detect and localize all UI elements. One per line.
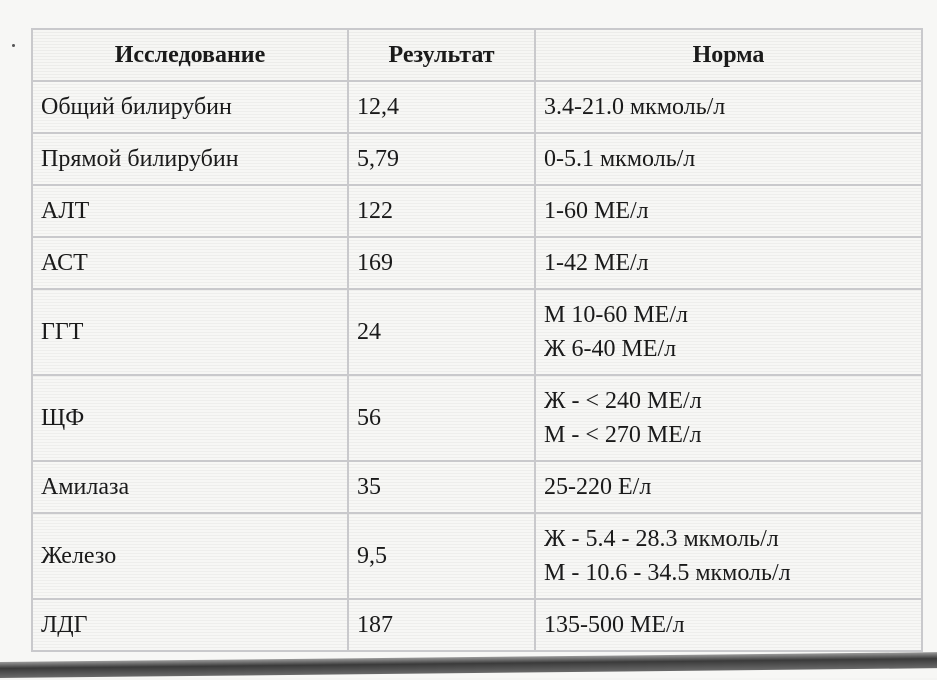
test-result: 187: [348, 599, 535, 651]
test-norm: [535, 375, 922, 461]
test-name: АСТ: [32, 237, 348, 289]
table-row: [32, 375, 922, 461]
test-name: ЛДГ: [32, 599, 348, 651]
scan-speck: [12, 44, 15, 47]
test-name: АЛТ: [32, 185, 348, 237]
table-row: [32, 461, 922, 513]
table-row: [32, 185, 922, 237]
lab-results-table: [31, 28, 923, 652]
test-norm: [535, 599, 922, 651]
norm-line: 1-42 МЕ/л: [544, 250, 649, 276]
table-header-row: [32, 29, 922, 81]
test-result: 5,79: [348, 133, 535, 185]
test-name: Общий билирубин: [32, 81, 348, 133]
test-result: 24: [348, 289, 535, 375]
norm-line: 3.4-21.0 мкмоль/л: [544, 94, 726, 120]
test-result: 169: [348, 237, 535, 289]
test-norm: [535, 81, 922, 133]
test-norm: [535, 289, 922, 375]
norm-line: М - < 270 МЕ/л: [544, 422, 702, 448]
header-result: Результат: [348, 29, 535, 81]
test-result: 35: [348, 461, 535, 513]
norm-line: Ж - < 240 МЕ/л: [544, 388, 702, 414]
norm-line: 0-5.1 мкмоль/л: [544, 146, 696, 172]
norm-line: М - 10.6 - 34.5 мкмоль/л: [544, 560, 791, 586]
table-row: [32, 237, 922, 289]
table-row: [32, 133, 922, 185]
norm-line: Ж 6-40 МЕ/л: [544, 336, 677, 362]
test-name: ГГТ: [32, 289, 348, 375]
norm-line: 25-220 Е/л: [544, 474, 652, 500]
test-name: Прямой билирубин: [32, 133, 348, 185]
table-row: [32, 289, 922, 375]
test-norm: [535, 513, 922, 599]
table-row: [32, 599, 922, 651]
table-row: [32, 513, 922, 599]
test-result: 9,5: [348, 513, 535, 599]
table-row: [32, 81, 922, 133]
test-norm: [535, 237, 922, 289]
test-name: Амилаза: [32, 461, 348, 513]
test-result: 12,4: [348, 81, 535, 133]
test-name: ЩФ: [32, 375, 348, 461]
test-norm: [535, 133, 922, 185]
scan-edge-shadow: [0, 652, 937, 678]
test-norm: [535, 461, 922, 513]
header-test: Исследование: [32, 29, 348, 81]
norm-line: М 10-60 МЕ/л: [544, 302, 688, 328]
norm-line: 135-500 МЕ/л: [544, 612, 685, 638]
header-norm: Норма: [535, 29, 922, 81]
norm-line: Ж - 5.4 - 28.3 мкмоль/л: [544, 526, 779, 552]
test-result: 56: [348, 375, 535, 461]
test-norm: [535, 185, 922, 237]
test-name: Железо: [32, 513, 348, 599]
norm-line: 1-60 МЕ/л: [544, 198, 649, 224]
test-result: 122: [348, 185, 535, 237]
